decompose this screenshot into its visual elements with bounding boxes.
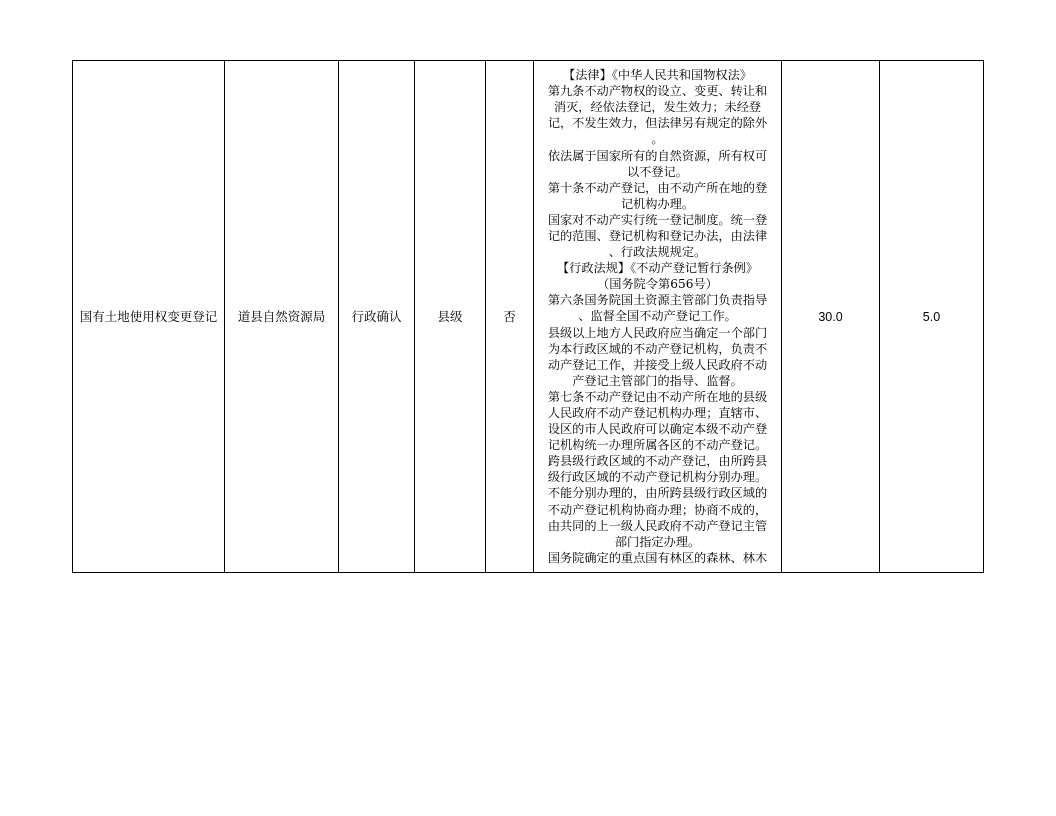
legal-basis-line: 、监督全国不动产登记工作。 xyxy=(578,309,737,324)
legal-basis-line: 记机构办理。 xyxy=(620,196,695,211)
legal-basis-line: 动产登记工作，并接受上级人民政府不动 xyxy=(547,357,768,372)
legal-basis-line: 人民政府不动产登记机构办理；直辖市、 xyxy=(547,406,768,421)
legal-basis-line: 【行政法规】《不动产登记暂行条例》 xyxy=(556,261,759,276)
legal-basis-line: 级行政区域的不动产登记机构分别办理。 xyxy=(547,470,768,485)
legal-basis-line: 、行政法规规定。 xyxy=(608,245,707,260)
value-b-cell: 5.0 xyxy=(880,61,984,573)
legal-basis-line: 跨县级行政区域的不动产登记，由所跨县 xyxy=(547,454,768,469)
legal-basis-cell xyxy=(534,61,782,573)
item-name-cell: 国有土地使用权变更登记 xyxy=(73,61,225,573)
legal-basis-line: 依法属于国家所有的自然资源，所有权可 xyxy=(547,148,768,163)
legal-basis-line: 不动产登记机构协商办理；协商不成的， xyxy=(547,502,768,517)
legal-basis-line: 消灭，经依法登记，发生效力；未经登 xyxy=(553,100,762,115)
legal-basis-line: 国务院确定的重点国有林区的森林、林木 xyxy=(547,550,768,565)
legal-basis-line: 由共同的上一级人民政府不动产登记主管 xyxy=(547,518,768,533)
category-cell: 行政确认 xyxy=(339,61,415,573)
legal-basis-line: 县级以上地方人民政府应当确定一个部门 xyxy=(547,325,768,340)
legal-basis-line: 记，不发生效力，但法律另有规定的除外 xyxy=(547,116,768,131)
legal-basis-line: 记机构统一办理所属各区的不动产登记。 xyxy=(547,438,768,453)
legal-basis-line: 第十条不动产登记，由不动产所在地的登 xyxy=(547,180,768,195)
level-cell: 县级 xyxy=(415,61,486,573)
legal-basis-line: 设区的市人民政府可以确定本级不动产登 xyxy=(547,422,768,437)
legal-basis-line: 以不登记。 xyxy=(627,164,688,179)
legal-basis-line: 不能分别办理的，由所跨县级行政区域的 xyxy=(547,486,768,501)
flag-cell: 否 xyxy=(486,61,534,573)
department-cell: 道县自然资源局 xyxy=(225,61,339,573)
legal-basis-line: 第九条不动产物权的设立、变更、转让和 xyxy=(547,84,768,99)
legal-basis-line: 第七条不动产登记由不动产所在地的县级 xyxy=(547,389,768,404)
legal-basis-line: 为本行政区域的不动产登记机构，负责不 xyxy=(547,341,768,356)
legal-basis-line: （国务院令第656号） xyxy=(597,277,718,292)
legal-basis-line: 国家对不动产实行统一登记制度。统一登 xyxy=(547,212,768,227)
value-a-cell: 30.0 xyxy=(782,61,880,573)
legal-basis-line: 。 xyxy=(651,132,664,147)
legal-basis-line: 产登记主管部门的指导、监督。 xyxy=(572,373,743,388)
table-row xyxy=(73,61,984,573)
legal-basis-line: 部门指定办理。 xyxy=(614,534,701,549)
legal-basis-line: 【法律】《中华人民共和国物权法》 xyxy=(563,68,752,83)
legal-basis-line: 第六条国务院国土资源主管部门负责指导 xyxy=(547,293,768,308)
data-table xyxy=(72,60,984,573)
legal-basis-line: 记的范围、登记机构和登记办法，由法律 xyxy=(547,228,768,243)
